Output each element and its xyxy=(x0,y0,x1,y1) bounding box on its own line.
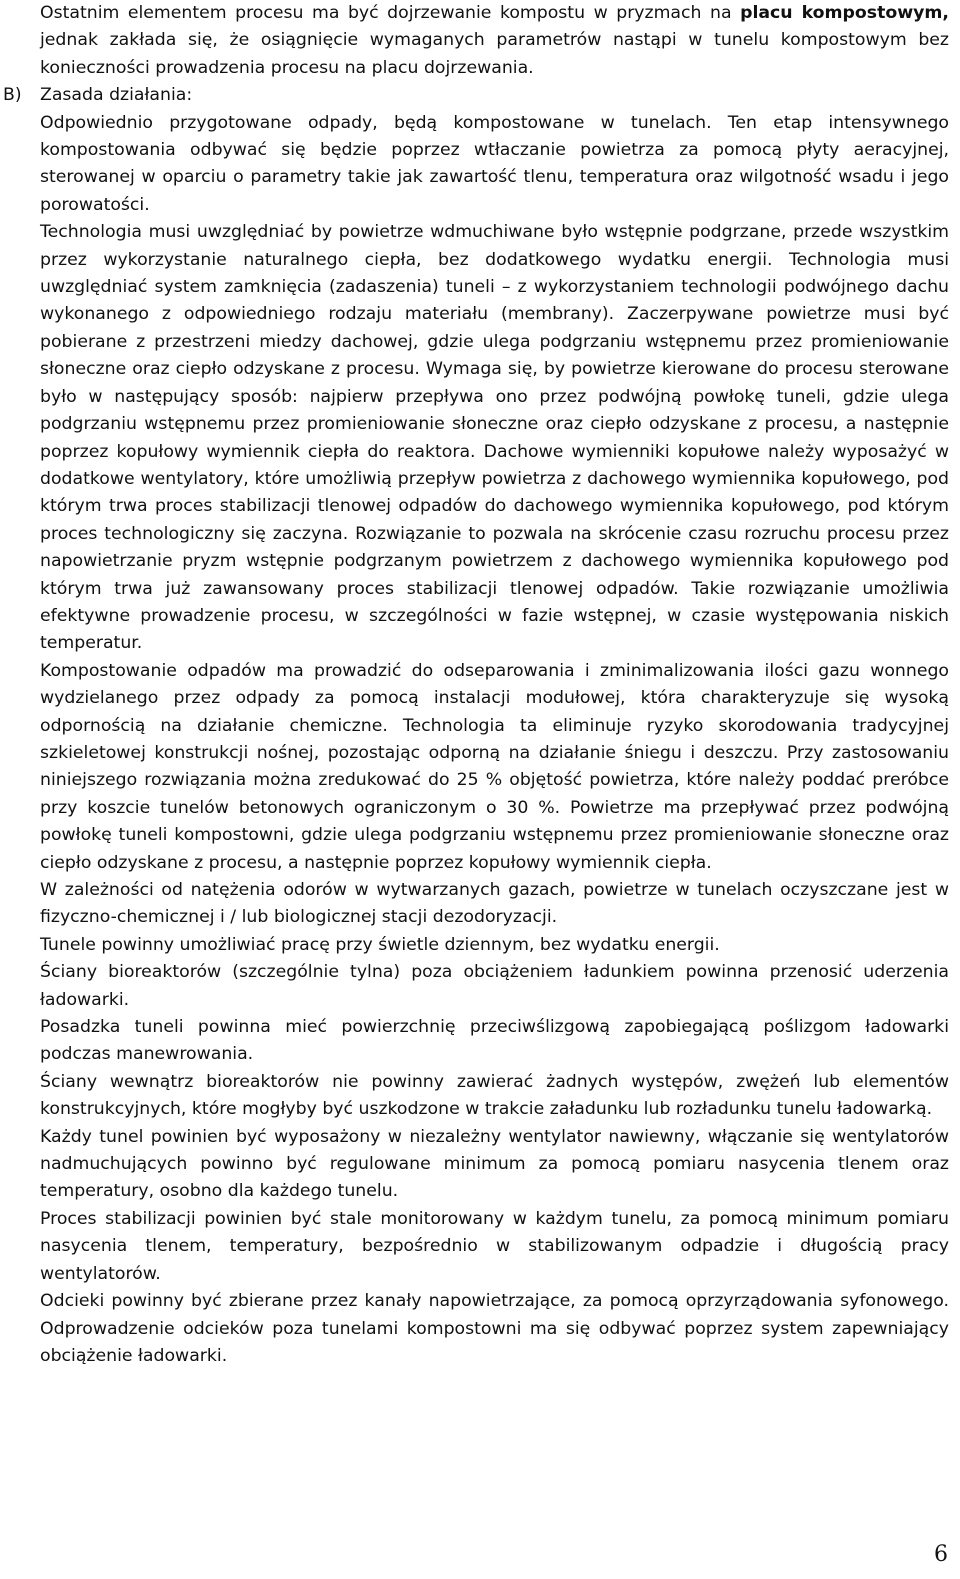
paragraph-8: Ściany wewnątrz bioreaktorów nie powinny zawierać żadnych występów, zwężeń lub elementów konstrukcyjnych, które mogłyby być uszkodzone w trakcie załadunku lub rozładunku tunelu ładowarką. xyxy=(40,1071,949,1120)
paragraph-9: Każdy tunel powinien być wyposażony w niezależny wentylator nawiewny, włączanie się wentylatorów nadmuchujących powinno być regulowane minimum za pomocą pomiaru nasycenia tlenem oraz temperatury, osobno dla każdego tunelu. xyxy=(40,1126,949,1202)
section-b-title: Zasada działania: xyxy=(40,85,193,106)
paragraph-2: Technologia musi uwzględniać by powietrze wdmuchiwane było wstępnie podgrzane, przede wszystkim przez wykorzystanie naturalnego ciepła, bez dodatkowego wydatku energii. Technologia musi uwzględniać system zamknięcia (zadaszenia) tuneli – z wykorzystaniem technologii podwójnego dachu wykonanego z odpowiedniego rodzaju materiału (membrany). Zaczerpywane powietrze musi być pobierane z przestrzeni miedzy dachowej, gdzie ulega podgrzaniu wstępnemu przez promieniowanie słoneczne oraz ciepło odzyskane z procesu. Wymaga się, by powietrze kierowane do procesu sterowane było w następujący sposób: najpierw przepływa ono przez podwójną powłokę tuneli, gdzie ulega podgrzaniu wstępnemu przez promieniowanie słoneczne oraz ciepło odzyskane z procesu, a następnie poprzez kopułowy wymiennik ciepła do reaktora. Dachowe wymienniki kopułowe należy wyposażyć w dodatkowe wentylatory, które umożliwią przepływ powietrza z dachowego wymiennika kopułowego, pod którym trwa proces stabilizacji tlenowej odpadów do dachowego wymiennika kopułowego, pod którym proces technologiczny się zaczyna. Rozwiązanie to pozwala na skrócenie czasu rozruchu procesu przez napowietrzanie pryzm wstępnie podgrzanym powietrzem z dachowego wymiennika kopułowego pod którym trwa już zawansowany proces stabilizacji tlenowej odpadów. Takie rozwiązanie umożliwia efektywne prowadzenie procesu, w szczególności w fazie wstępnej, w czasie występowania niskich temperatur. xyxy=(40,222,949,654)
intro-text-end: jednak zakłada się, że osiągnięcie wymaganych parametrów nastąpi w tunelu kompostowym bez konieczności prowadzenia procesu na placu dojrzewania. xyxy=(40,30,949,78)
document-body xyxy=(3,0,950,1370)
intro-text-start: Ostatnim elementem procesu ma być dojrzewanie kompostu w pryzmach na xyxy=(40,3,741,23)
paragraph-11: Odcieki powinny być zbierane przez kanały napowietrzające, za pomocą oprzyrządowania syfonowego. Odprowadzenie odcieków poza tunelami kompostowni ma się odbywać poprzez system zapewniający obciążenie ładowarki. xyxy=(40,1291,949,1366)
paragraph-10: Proces stabilizacji powinien być stale monitorowany w każdym tunelu, za pomocą minimum pomiaru nasycenia tlenem, temperatury, bezpośrednio w stabilizowanym odpadzie i długością pracy wentylatorów. xyxy=(40,1208,949,1284)
intro-bold-term: placu kompostowym, xyxy=(740,3,950,23)
intro-paragraph xyxy=(40,0,949,82)
paragraph-5: Tunele powinny umożliwiać pracę przy świetle dziennym, bez wydatku energii. xyxy=(40,934,720,955)
section-b-label: B) xyxy=(3,85,22,106)
paragraph-1: Odpowiednio przygotowane odpady, będą kompostowane w tunelach. Ten etap intensywnego kompostowania odbywać się będzie poprzez wtłaczanie powietrza za pomocą płyty aeracyjnej, sterowanej w oparciu o parametry takie jak zawartość tlenu, temperatura oraz wilgotność wsadu i jego porowatości. xyxy=(40,112,949,215)
page-number: 6 xyxy=(934,1542,948,1567)
paragraph-4: W zależności od natężenia odorów w wytwarzanych gazach, powietrze w tunelach oczyszczane jest w fizyczno-chemicznej i / lub biologicznej stacji dezodoryzacji. xyxy=(40,880,949,928)
section-b-heading xyxy=(3,82,949,109)
paragraph-3: Kompostowanie odpadów ma prowadzić do odseparowania i zminimalizowania ilości gazu wonnego wydzielanego przez odpady za pomocą instalacji modułowej, która charakteryzuje się wysoką odpornością na działanie chemiczne. Technologia ta eliminuje ryzyko skorodowania tradycyjnej szkieletowej konstrukcji nośnej, pozostając odporną na działanie śniegu i deszczu. Przy zastosowaniu niniejszego rozwiązania można zredukować do 25 % objętość powietrza, które należy poddać preróbce przy koszcie tunelów betonowych ograniczonym o 30 %. Powietrze ma przepływać przez podwójną powłokę tuneli kompostowni, gdzie ulega podgrzaniu wstępnemu przez promieniowanie słoneczne oraz ciepło odzyskane z procesu, a następnie poprzez kopułowy wymiennik ciepła. xyxy=(40,660,949,873)
paragraph-6: Ściany bioreaktorów (szczególnie tylna) poza obciążeniem ładunkiem powinna przenosić uderzenia ładowarki. xyxy=(40,962,949,1010)
paragraph-7: Posadzka tuneli powinna mieć powierzchnię przeciwślizgową zapobiegającą poślizgom ładowarki podczas manewrowania. xyxy=(40,1017,949,1065)
